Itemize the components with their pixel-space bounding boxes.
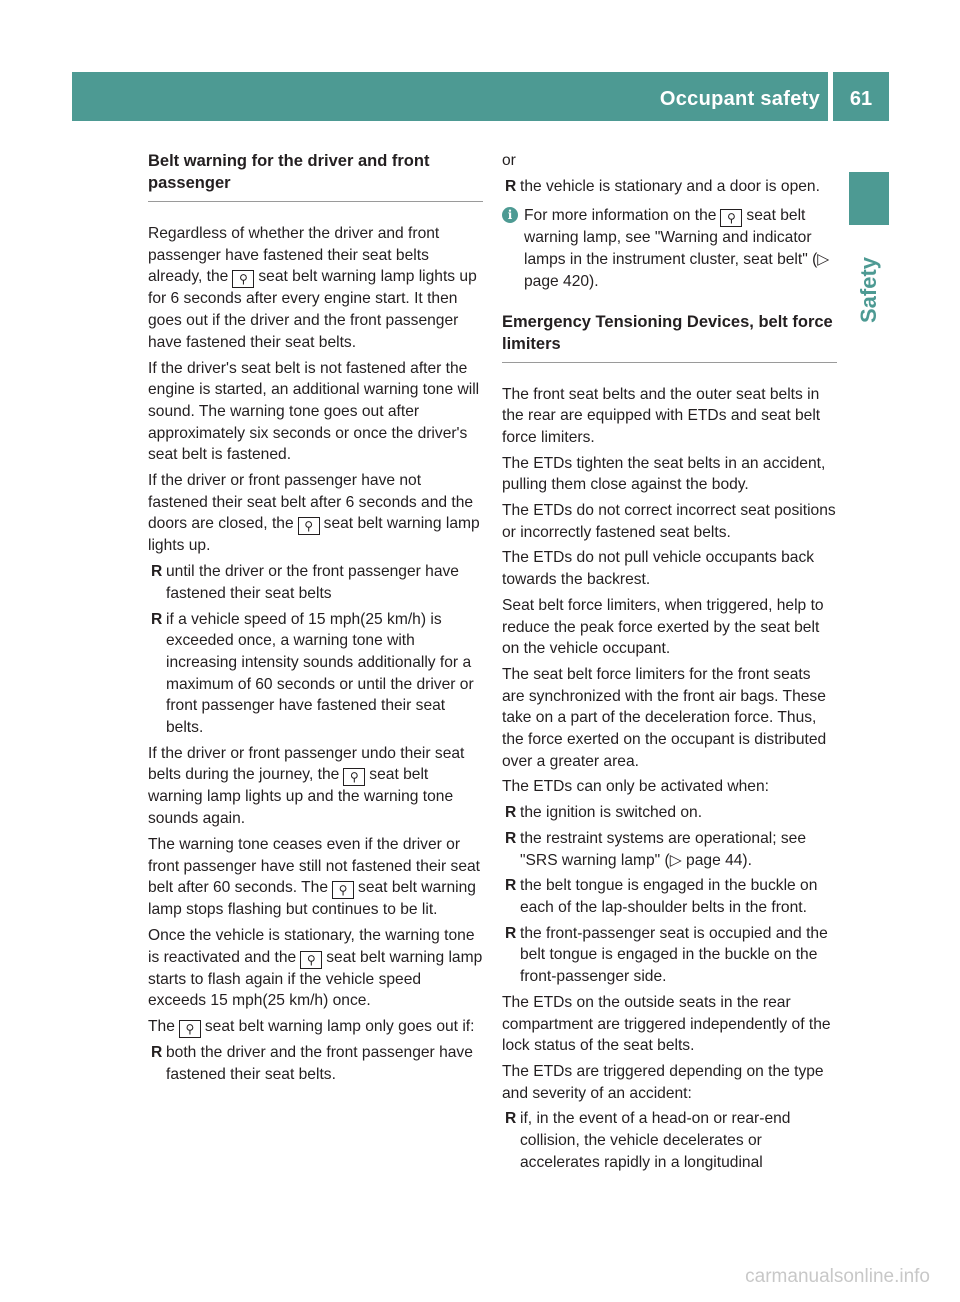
paragraph: The ETDs do not pull vehicle occupants back towards the backrest. xyxy=(502,549,815,589)
watermark: carmanualsonline.info xyxy=(745,1266,930,1287)
page-number: 61 xyxy=(849,88,873,110)
paragraph: If the driver or front passenger have not fastened their seat belt after 6 seconds and the doors are closed, the ⚲ seat belt warning lamp lights up. xyxy=(148,472,480,555)
seat-belt-icon: ⚲ xyxy=(179,1020,201,1038)
seat-belt-icon: ⚲ xyxy=(298,517,320,535)
right-column xyxy=(502,150,837,1177)
side-tab xyxy=(849,172,889,225)
paragraph: The front seat belts and the outer seat belts in the rear are equipped with ETDs and seat belt force limiters. xyxy=(502,385,821,446)
paragraph: The ETDs tighten the seat belts in an accident, pulling them close against the body. xyxy=(502,454,826,494)
list-item: R if, in the event of a head-on or rear-end collision, the vehicle decelerates or accelerates rapidly in a longitudinal xyxy=(505,1110,791,1171)
paragraph: The ETDs can only be activated when: xyxy=(502,778,769,796)
paragraph: If the driver's seat belt is not fastened after the engine is started, an additional warning tone will sound. The warning tone goes out after approximately six seconds or once the driver's seat belt is fastened. xyxy=(148,359,480,464)
paragraph: The warning tone ceases even if the driver or front passenger have still not fastened their seat belt after 60 seconds. The ⚲ seat belt warning lamp stops flashing but continues to be lit. xyxy=(148,835,480,919)
seat-belt-icon: ⚲ xyxy=(720,209,742,227)
list-item: R the belt tongue is engaged in the buckle on each of the lap-shoulder belts in the front. xyxy=(505,877,818,916)
list-item: R both the driver and the front passenger have fastened their seat belts. xyxy=(151,1044,473,1083)
paragraph: The ETDs are triggered depending on the type and severity of an accident: xyxy=(502,1062,824,1102)
list-item: R the restraint systems are operational; see "SRS warning lamp" (▷ page 44). xyxy=(505,829,807,869)
bullet-list xyxy=(502,176,837,198)
list-item: R the vehicle is stationary and a door is open. xyxy=(505,177,820,195)
info-icon: i xyxy=(502,207,518,223)
paragraph: The ETDs on the outside seats in the rear compartment are triggered independently of the lock status of the seat belts. xyxy=(502,993,831,1055)
left-column xyxy=(148,150,483,1090)
bullet-list xyxy=(148,561,483,739)
paragraph: If the driver or front passenger undo their seat belts during the journey, the ⚲ seat belt warning lamp lights up and the warning tone sounds again. xyxy=(148,744,465,828)
paragraph: or xyxy=(502,152,516,169)
paragraph: The seat belt force limiters for the front seats are synchronized with the front air bags. These take on a part of the deceleration force. Thus, the force exerted on the occupant is distributed over a greater area. xyxy=(502,665,827,770)
paragraph: The ⚲ seat belt warning lamp only goes out if: xyxy=(148,1018,475,1037)
side-tab-label: Safety xyxy=(856,256,881,324)
list-item: R the ignition is switched on. xyxy=(505,804,703,822)
bullet-list xyxy=(502,1108,837,1173)
section-heading: Belt warning for the driver and front passenger xyxy=(148,150,483,202)
paragraph: The ETDs do not correct incorrect seat positions or incorrectly fastened seat belts. xyxy=(502,502,836,541)
list-item: R the front-passenger seat is occupied and the belt tongue is engaged in the buckle on the front-passenger side. xyxy=(505,924,828,986)
seat-belt-icon: ⚲ xyxy=(232,270,254,288)
seat-belt-icon: ⚲ xyxy=(300,951,322,969)
list-item: R until the driver or the front passenger have fastened their seat belts xyxy=(151,563,459,602)
section-heading: Emergency Tensioning Devices, belt force limiters xyxy=(502,311,837,363)
paragraph: Regardless of whether the driver and front passenger have fastened their seat belts already, the ⚲ seat belt warning lamp lights up for 6 seconds after every engine start. It then goes out if the driver and the front passenger have fastened their seat belts. xyxy=(148,225,477,351)
paragraph: Seat belt force limiters, when triggered, help to reduce the peak force exerted by the seat belt on the vehicle occupant. xyxy=(502,596,824,658)
section-title: Occupant safety xyxy=(659,88,820,110)
bullet-list xyxy=(148,1042,483,1085)
info-note: i For more information on the ⚲ seat belt warning lamp, see "Warning and indicator lamps in the instrument cluster, seat belt" (▷ page 420). xyxy=(502,205,837,292)
side-tab-label-box xyxy=(850,235,888,345)
list-item: R if a vehicle speed of 15 mph(25 km/h) is exceeded once, a warning tone with increasing intensity sounds additionally for a maximum of 60 seconds or until the driver or front passenger have fastened their seat belts. xyxy=(151,610,474,737)
bullet-list xyxy=(502,802,837,988)
paragraph: Once the vehicle is stationary, the warning tone is reactivated and the ⚲ seat belt warning lamp starts to flash again if the vehicle speed exceeds 15 mph(25 km/h) once. xyxy=(148,926,483,1010)
seat-belt-icon: ⚲ xyxy=(343,768,365,786)
seat-belt-icon: ⚲ xyxy=(332,881,354,899)
